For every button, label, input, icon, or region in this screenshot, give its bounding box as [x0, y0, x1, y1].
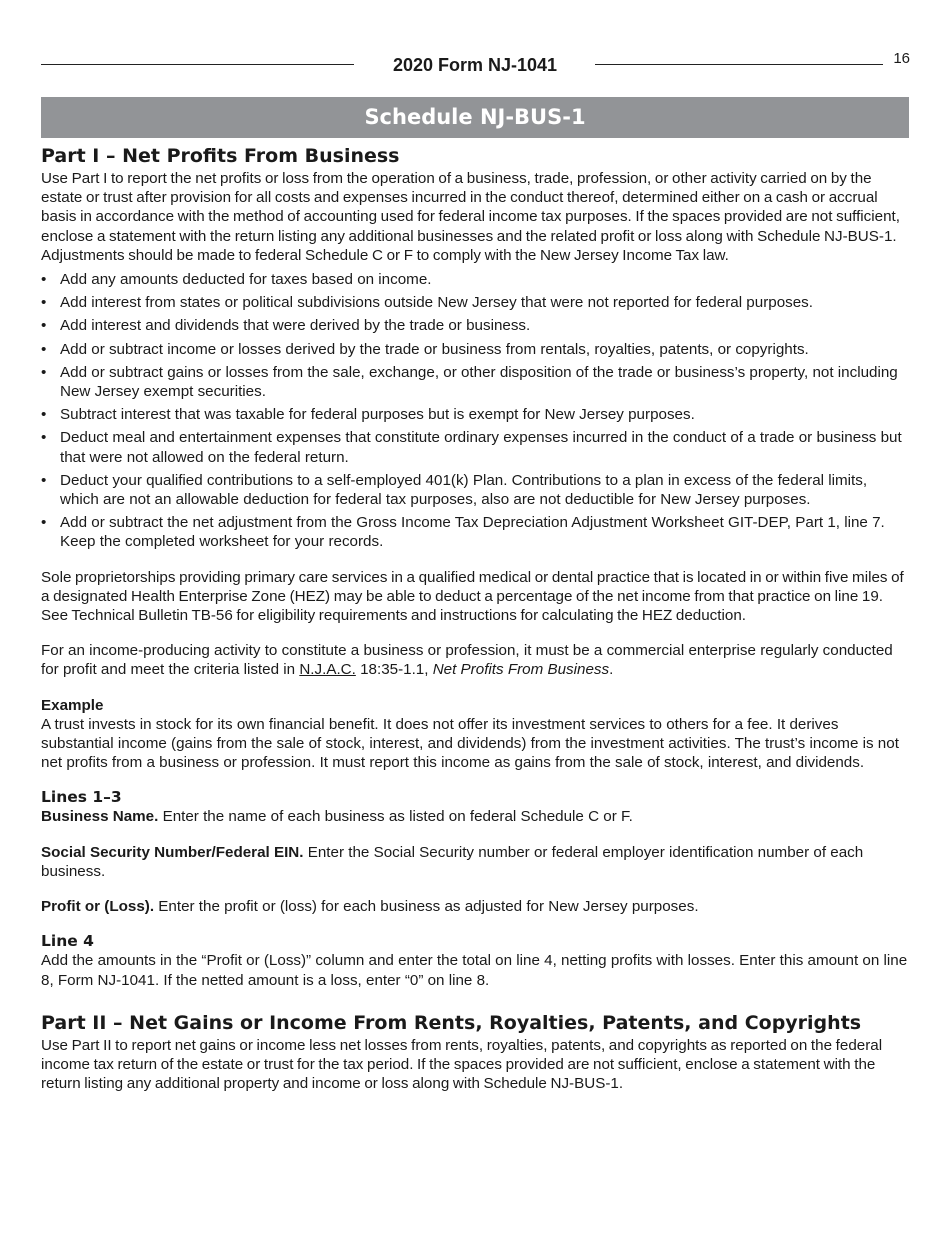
form-title: 2020 Form NJ-1041	[392, 55, 558, 75]
page-header	[41, 52, 909, 78]
list-item: • Deduct your qualified contributions to a self-employed 401(k) Plan. Contributions to a plan in excess of the federal limits, which are not an allowable deduction for federal tax purposes, also are not deductible for New Jersey purposes.	[41, 471, 868, 509]
bullet-icon: •	[41, 406, 47, 424]
schedule-banner: Schedule NJ-BUS-1	[41, 97, 909, 138]
ssn-instruction: Social Security Number/Federal EIN. Enter the Social Security number or federal employer identification number of each business.	[41, 843, 864, 880]
list-item: • Add or subtract gains or losses from the sale, exchange, or other disposition of the trade or business’s property, not including New Jersey exempt securities.	[41, 363, 898, 401]
list-item: • Add or subtract the net adjustment from the Gross Income Tax Depreciation Adjustment Worksheet GIT-DEP, Part 1, line 7. Keep the completed worksheet for your records.	[41, 514, 885, 551]
page-number: 16	[893, 50, 910, 67]
list-item: • Add interest and dividends that were derived by the trade or business.	[41, 317, 531, 335]
bullet-icon: •	[41, 340, 47, 358]
bullet-icon: •	[41, 514, 47, 532]
profit-loss-instruction: Profit or (Loss). Enter the profit or (loss) for each business as adjusted for New Jersey purposes.	[41, 898, 699, 916]
njac-reference: N.J.A.C.	[299, 661, 356, 679]
lines-1-3-heading: Lines 1–3	[41, 788, 122, 807]
list-item: • Add interest from states or political subdivisions outside New Jersey that were not reported for federal purposes.	[41, 294, 813, 312]
list-item: • Add any amounts deducted for taxes based on income.	[41, 271, 432, 289]
bullet-icon: •	[41, 429, 47, 447]
part1-heading: Part I – Net Profits From Business	[41, 145, 400, 167]
bullet-icon: •	[41, 294, 47, 312]
list-item: • Subtract interest that was taxable for federal purposes but is exempt for New Jersey purposes.	[41, 406, 695, 424]
list-item: • Deduct meal and entertainment expenses that constitute ordinary expenses incurred in the conduct of a trade or business but that were not allowed on the federal return.	[41, 429, 902, 466]
adjustments-list	[41, 270, 909, 552]
main-content	[41, 143, 909, 1093]
example-text: A trust invests in stock for its own financial benefit. It does not offer its investment services to others for a fee. It derives substantial income (gains from the sale of stock, interest, and dividends) from the investment activities. The trust’s income is not net profits from a business or profession. It must report this income as gains from the sale of stock, interest, and dividends.	[41, 715, 899, 772]
line-4-heading: Line 4	[41, 932, 94, 951]
part2-heading: Part II – Net Gains or Income From Rents, Royalties, Patents, and Copyrights	[41, 1011, 862, 1034]
list-item: • Add or subtract income or losses derived by the trade or business from rentals, royalties, patents, or copyrights.	[41, 340, 809, 358]
part2-text: Use Part II to report net gains or income less net losses from rents, royalties, patents, and copyrights as reported on the federal income tax return of the estate or trust for the tax period. If the spaces provided are not sufficient, enclose a statement with the return listing any additional property and income or loss along with Schedule NJ-BUS-1.	[41, 1036, 883, 1093]
part1-intro: Use Part I to report the net profits or loss from the operation of a business, trade, profession, or other activity carried on by the estate or trust after provision for all costs and expenses incurred in the conduct thereof, determined either on a cash or accrual basis in accordance with the method of accounting used for federal income tax purposes. If the spaces provided are not sufficient, enclose a statement with the return listing any additional businesses and the related profit or loss along with Schedule NJ-BUS-1. Adjustments should be made to federal Schedule C or F to comply with the New Jersey Income Tax law.	[41, 170, 900, 264]
example-heading: Example	[41, 696, 104, 714]
business-name-instruction: Business Name. Enter the name of each business as listed on federal Schedule C or F.	[41, 808, 633, 826]
activity-paragraph: For an income-producing activity to constitute a business or profession, it must be a commercial enterprise regularly conducted for profit and meet the criteria listed in N.J.A.C. 18:35-1.1, Net Profits From Business.	[41, 642, 893, 679]
bullet-icon: •	[41, 271, 47, 289]
hez-paragraph: Sole proprietorships providing primary care services in a qualified medical or dental practice that is located in or within five miles of a designated Health Enterprise Zone (HEZ) may be able to deduct a percentage of the net income from that practice on line 19. See Technical Bulletin TB-56 for eligibility requirements and instructions for calculating the HEZ deduction.	[41, 568, 904, 625]
line-4-text: Add the amounts in the “Profit or (Loss)” column and enter the total on line 4, netting profits with losses. Enter this amount on line 8, Form NJ-1041. If the netted amount is a loss, enter “0” on line 8.	[41, 952, 908, 989]
bullet-icon: •	[41, 471, 47, 489]
bullet-icon: •	[41, 363, 47, 381]
bullet-icon: •	[41, 317, 47, 335]
